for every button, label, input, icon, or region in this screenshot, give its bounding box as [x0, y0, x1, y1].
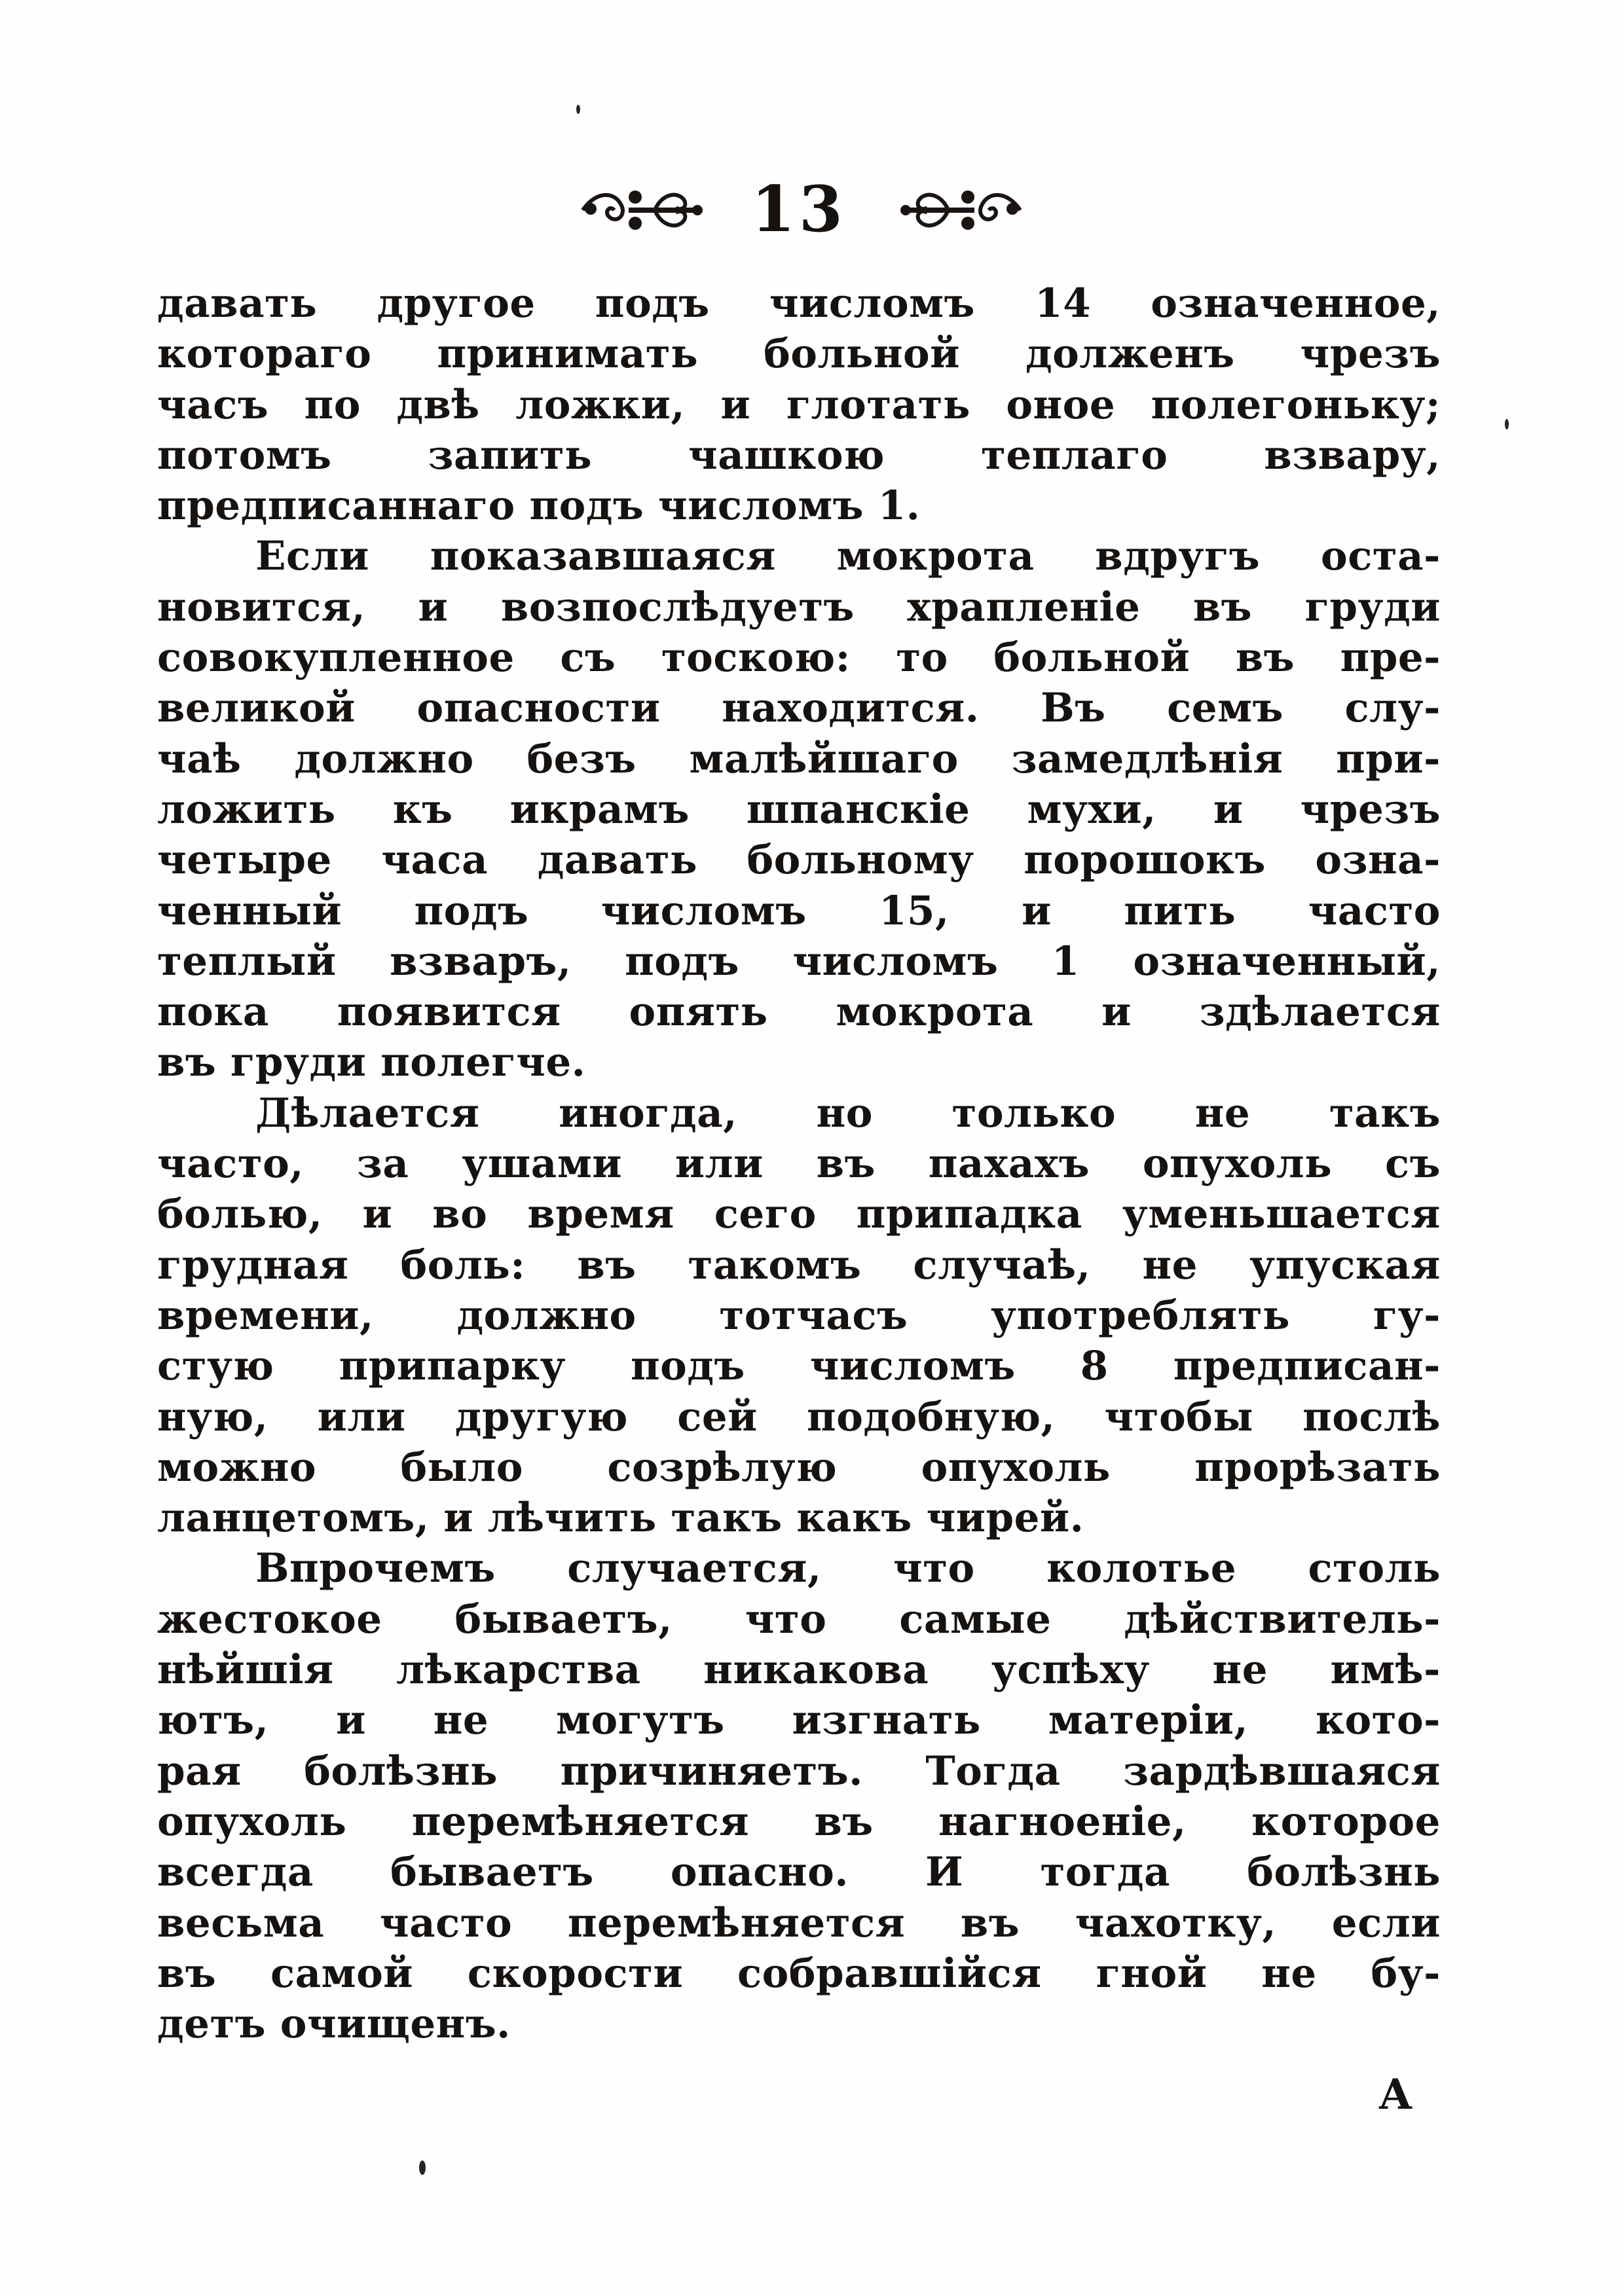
text-line: ютъ, и не могутъ изгнать матеріи, кото- [157, 1697, 1441, 1744]
text-line: въ груди полегче. [157, 1039, 586, 1086]
text-line: нѣйшія лѣкарства никакова успѣху не имѣ- [157, 1647, 1441, 1694]
text-line: Впрочемъ случается, что колотье столь [255, 1545, 1441, 1592]
text-line: потомъ запить чашкою теплаго взвару, [157, 431, 1441, 479]
text-line: стую припарку подъ числомъ 8 предписан- [157, 1343, 1441, 1390]
text-line: совокупленное съ тоскою: то больной въ пре- [157, 634, 1441, 682]
text-line: весьма часто перемѣняется въ чахотку, если [157, 1899, 1441, 1946]
page-header [0, 167, 1624, 252]
text-line: часто, за ушами или въ пахахъ опухоль съ [157, 1140, 1441, 1188]
catchword: А [1378, 2070, 1413, 2119]
text-line: четыре часа давать больному порошокъ озна- [157, 837, 1441, 884]
text-line: времени, должно тотчасъ употреблять гу- [157, 1292, 1441, 1339]
text-line: давать другое подъ числомъ 14 означенное, [157, 280, 1441, 327]
text-line: предписаннаго подъ числомъ 1. [157, 483, 921, 530]
text-line: жестокое бываетъ, что самые дѣйствитель- [157, 1595, 1441, 1643]
main-text [157, 278, 1441, 2049]
text-line: часъ по двѣ ложки, и глотать оное полегоньку; [157, 381, 1441, 428]
print-speck [576, 105, 580, 114]
text-line: Дѣлается иногда, но только не такъ [255, 1089, 1441, 1137]
text-line: новится, и возпослѣдуетъ храпленіе въ груди [157, 583, 1441, 630]
page-number: 13 [751, 172, 847, 246]
text-line: ложить къ икрамъ шпанскіе мухи, и чрезъ [157, 786, 1441, 833]
text-line: теплый взваръ, подъ числомъ 1 означенный, [157, 938, 1441, 985]
text-line: болью, и во время сего припадка уменьшается [157, 1191, 1441, 1238]
text-line: ченный подъ числомъ 15, и пить часто [157, 887, 1441, 934]
ornamental-vignette-icon [576, 177, 707, 243]
text-line: ную, или другую сей подобную, чтобы послѣ [157, 1393, 1441, 1440]
text-line: грудная боль: въ такомъ случаѣ, не упуская [157, 1241, 1441, 1288]
ornamental-vignette-icon [896, 177, 1027, 243]
text-line: чаѣ должно безъ малѣйшаго замедлѣнія при- [157, 735, 1441, 782]
text-line: пока появится опять мокрота и здѣлается [157, 989, 1441, 1036]
text-line: Если показавшаяся мокрота вдругъ оста- [255, 533, 1441, 580]
text-line: рая болѣзнь причиняетъ. Тогда зардѣвшаяся [157, 1747, 1441, 1795]
text-line: всегда бываетъ опасно. И тогда болѣзнь [157, 1849, 1441, 1896]
text-line: великой опасности находится. Въ семъ слу- [157, 685, 1441, 732]
text-line: ланцетомъ, и лѣчить такъ какъ чирей. [157, 1495, 1084, 1542]
print-speck [419, 2160, 426, 2175]
print-speck [1505, 419, 1509, 429]
text-line: въ самой скорости собравшійся гной не бу- [157, 1950, 1441, 1997]
text-line: можно было созрѣлую опухоль прорѣзать [157, 1444, 1441, 1491]
text-line: опухоль перемѣняется въ нагноеніе, которое [157, 1798, 1441, 1845]
text-line: детъ очищенъ. [157, 2001, 511, 2048]
text-line: котораго принимать больной долженъ чрезъ [157, 331, 1441, 378]
